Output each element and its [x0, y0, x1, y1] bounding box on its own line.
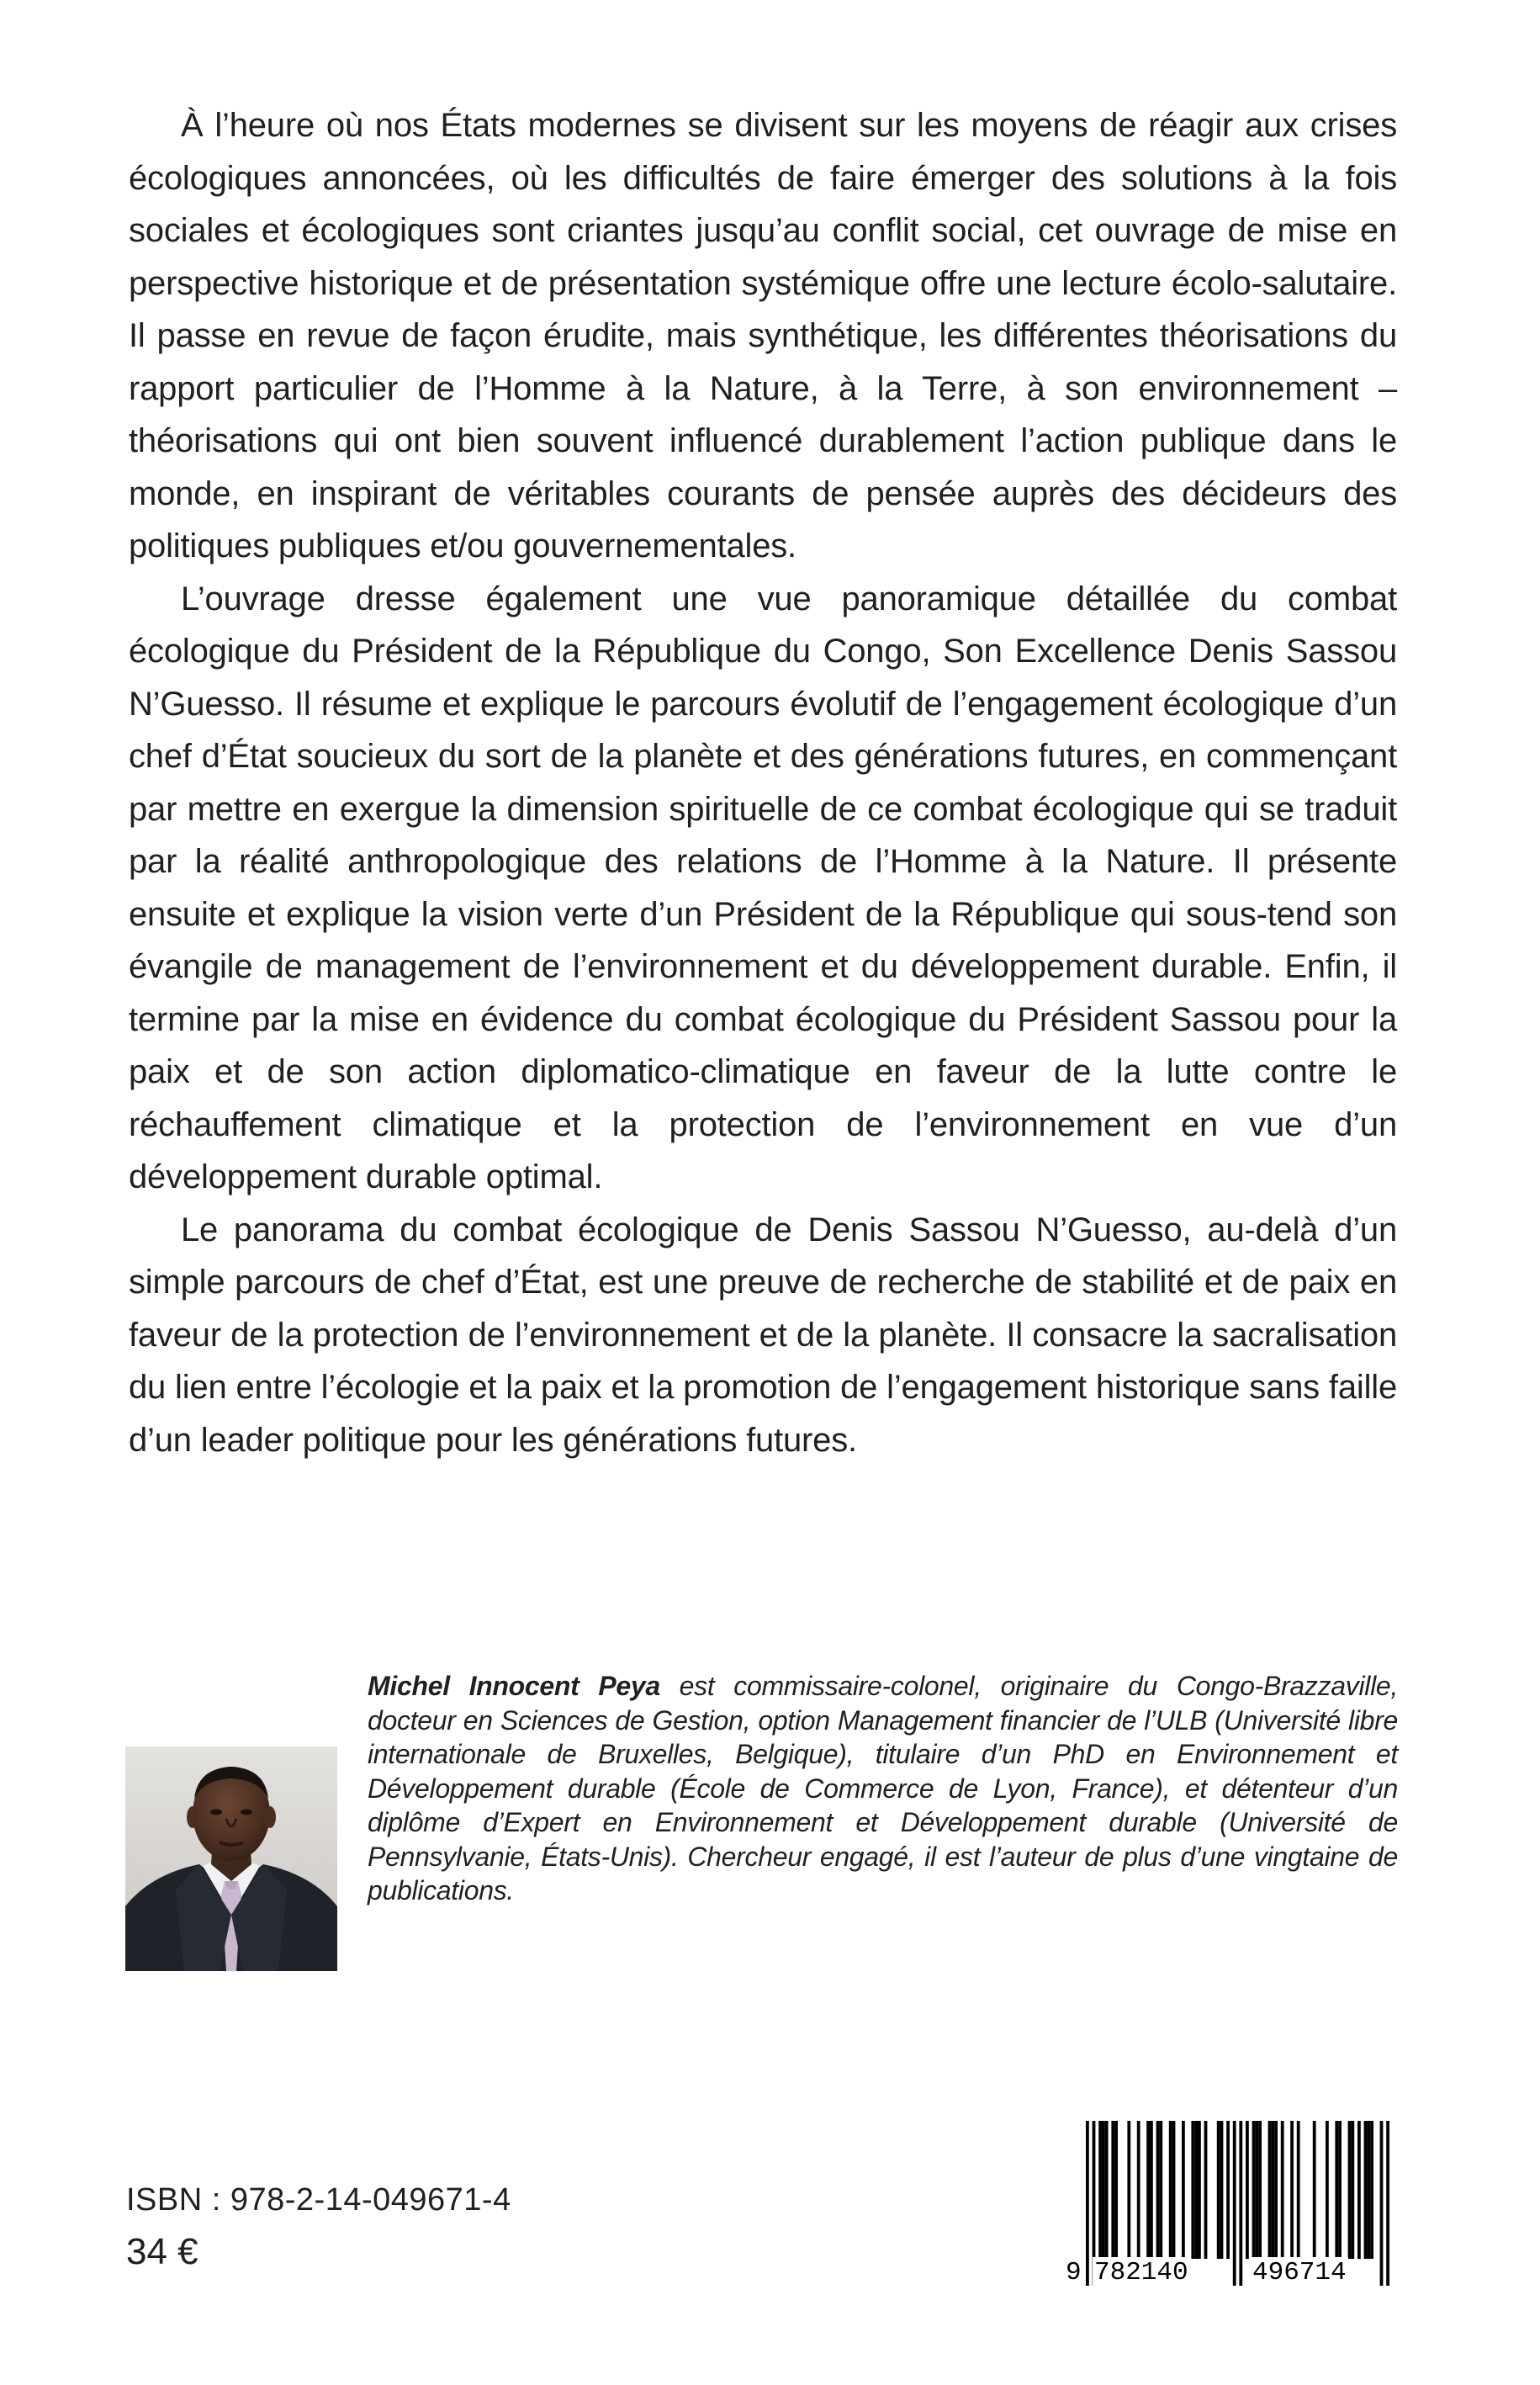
barcode-bar [1370, 2121, 1373, 2259]
barcode-bar [1246, 2121, 1249, 2259]
barcode-bar [1217, 2121, 1220, 2259]
barcode-left-group: 782140 [1094, 2258, 1188, 2287]
barcode-bar [1326, 2121, 1329, 2259]
barcode-digits [1064, 2257, 1400, 2289]
barcode-bar [1220, 2121, 1224, 2259]
barcode-bar [1159, 2121, 1162, 2259]
barcode-first-digit: 9 [1066, 2258, 1082, 2287]
barcode-bar [1274, 2121, 1278, 2259]
barcode-bar [1172, 2121, 1176, 2259]
barcode-bar [1348, 2121, 1352, 2259]
barcode-bar [1198, 2121, 1201, 2259]
barcode-bar [1290, 2121, 1294, 2259]
barcode-bar [1194, 2121, 1198, 2259]
barcode-bar [1258, 2121, 1262, 2259]
barcode-bar [1338, 2121, 1342, 2259]
back-cover-blurb [129, 99, 1397, 1466]
barcode-bar [1357, 2121, 1361, 2259]
barcode-bar [1255, 2121, 1258, 2259]
author-bio [368, 1669, 1398, 1908]
author-bio-text: est commissaire-colonel, originaire du Congo-Brazzaville, docteur en Sciences de Gestion, option Management financier de l’ULB (Université libre internationale de Bruxelles, Belgique), titulaire d’un PhD en Environnement et Développement durable (École de Commerce de Lyon, France), et détenteur d’un diplôme d’Expert en Environnement et Développement durable (Université de Pennsylvanie, États-Unis). Chercheur engagé, il est l’auteur de plus d’une vingtaine de publications. [368, 1671, 1398, 1905]
barcode-bar [1182, 2121, 1185, 2259]
barcode-bar [1098, 2121, 1102, 2259]
barcode-bar [1367, 2121, 1370, 2259]
barcode-bar [1364, 2121, 1368, 2259]
barcode-bar [1271, 2121, 1274, 2259]
barcode-bar [1114, 2121, 1118, 2259]
barcode-bar [1146, 2121, 1150, 2259]
barcode-bar [1313, 2121, 1316, 2259]
barcode-bar [1191, 2121, 1194, 2259]
author-photo [125, 1746, 337, 1971]
barcode-bar [1281, 2121, 1284, 2259]
barcode-bar [1204, 2121, 1208, 2259]
barcode-bar [1137, 2121, 1140, 2259]
isbn-barcode [1064, 2121, 1400, 2289]
barcode-right-group: 496714 [1252, 2258, 1347, 2287]
barcode-bar [1252, 2121, 1256, 2259]
barcode-bar [1226, 2121, 1230, 2259]
blurb-paragraph-3: Le panorama du combat écologique de Denis Sassou N’Guesso, au-delà d’un simple parcours de chef d’État, est une preuve de recherche de stabilité et de paix en faveur de la protection de l’environnement et de la planète. Il consacre la sacralisation du lien entre l’écologie et la paix et la promotion de l’engagement historique sans faille d’un leader politique pour les générations futures. [129, 1211, 1397, 1459]
blurb-paragraph-2: L’ouvrage dresse également une vue panoramique détaillée du combat écologique du Président de la République du Congo, Son Excellence Denis Sassou N’Guesso. Il résume et explique le parcours évolutif de l’engagement écologique d’un chef d’État soucieux du sort de la planète et des générations futures, en commençant par mettre en exergue la dimension spirituelle de ce combat écologique qui se traduit par la réalité anthropologique des relations de l’Homme à la Nature. Il présente ensuite et explique la vision verte d’un Président de la République qui sous-tend son évangile de management de l’environnement et du développement durable. Enfin, il termine par la mise en évidence du combat écologique du Président Sassou pour la paix et de son action diplomatico-climatique en faveur de la lutte contre le réchauffement climatique et la protection de l’environnement en vue d’un développement durable optimal. [129, 580, 1397, 1195]
barcode-bar [1169, 2121, 1172, 2259]
barcode-bar [1268, 2121, 1272, 2259]
barcode-bar [1297, 2121, 1300, 2259]
author-name: Michel Innocent Peya [368, 1671, 660, 1701]
barcode-bar [1150, 2121, 1153, 2259]
barcode-bar [1127, 2121, 1130, 2259]
barcode-bar [1351, 2121, 1354, 2259]
barcode-bar [1102, 2121, 1105, 2259]
barcode-bar [1105, 2121, 1109, 2259]
blurb-paragraph-1: À l’heure où nos États modernes se divisent sur les moyens de réagir aux crises écologiques annoncées, où les difficultés de faire émerger des solutions à la fois sociales et écologiques sont criantes jusqu’au conflit social, cet ouvrage de mise en perspective historique et de présentation systémique offre une lecture écolo-salutaire. Il passe en revue de façon érudite, mais synthétique, les différentes théorisations du rapport particulier de l’Homme à la Nature, à la Terre, à son environnement – théorisations qui ont bien souvent influencé durablement l’action publique dans le monde, en inspirant de véritables courants de pensée auprès des décideurs des politiques publiques et/ou gouvernementales. [129, 107, 1397, 564]
barcode-bar [1335, 2121, 1338, 2259]
barcode-bar [1111, 2121, 1114, 2259]
price: 34 € [126, 2231, 198, 2272]
isbn: ISBN : 978-2-14-049671-4 [126, 2182, 511, 2218]
barcode-bar [1156, 2121, 1160, 2259]
